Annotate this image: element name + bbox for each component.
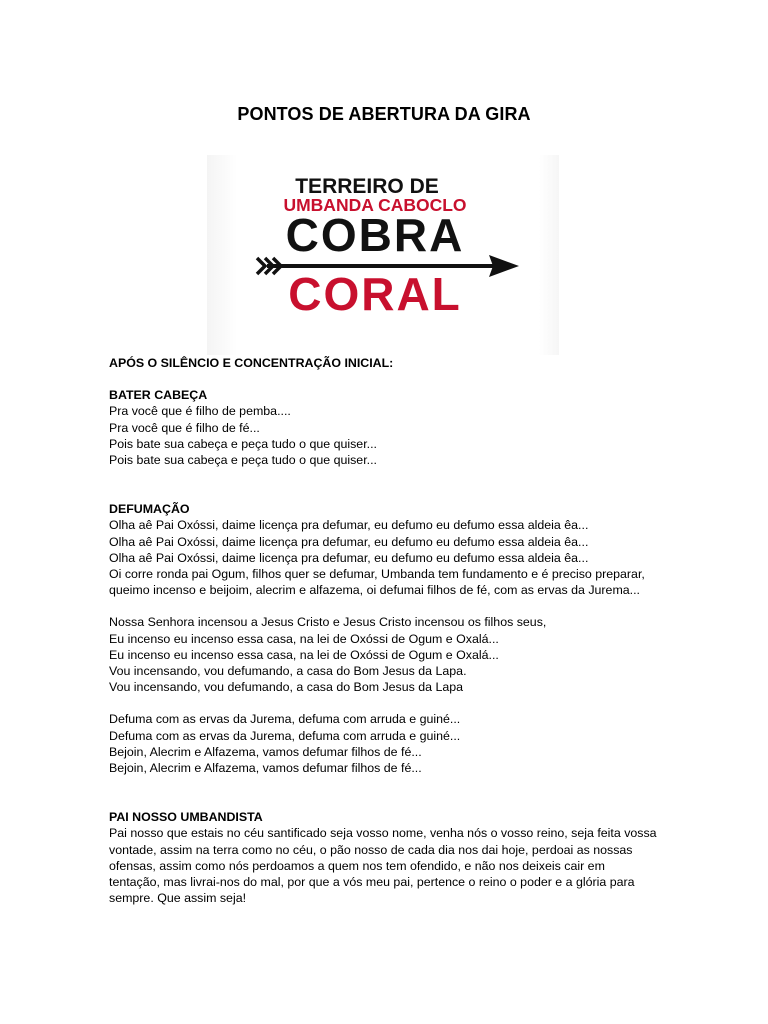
- defumacao-heading: DEFUMAÇÃO: [109, 502, 190, 517]
- logo-line-2: UMBANDA CABOCLO: [283, 195, 467, 215]
- verse-line: Pra você que é filho de fé...: [109, 420, 260, 435]
- verse-line: Vou incensando, vou defumando, a casa do Bom Jesus da Lapa: [109, 680, 464, 695]
- verse-line: Nossa Senhora incensou a Jesus Cristo e Jesus Cristo incensou os filhos seus,: [109, 615, 547, 630]
- verse-line: Defuma com as ervas da Jurema, defuma com arruda e guiné...: [109, 712, 461, 727]
- verse-line: Pois bate sua cabeça e peça tudo o que quiser...: [109, 436, 377, 451]
- verse-line: Vou incensando, vou defumando, a casa do Bom Jesus da Lapa.: [109, 664, 467, 679]
- bater-cabeca-heading: BATER CABEÇA: [109, 388, 208, 403]
- verse-paragraph: Oi corre ronda pai Ogum, filhos quer se defumar, Umbanda tem fundamento e é preciso preparar, queimo incenso e beijoim, alecrim e alfazema, oi defumai filhos de fé, com as ervas da Jurema...: [109, 567, 645, 598]
- logo-line-3: COBRA: [285, 209, 465, 261]
- verse-line: Bejoin, Alecrim e Alfazema, vamos defumar filhos de fé...: [109, 744, 422, 759]
- verse-line: Defuma com as ervas da Jurema, defuma com arruda e guiné...: [109, 728, 461, 743]
- verse-line: Olha aê Pai Oxóssi, daime licença pra defumar, eu defumo eu defumo essa aldeia êa...: [109, 534, 589, 549]
- page-title: PONTOS DE ABERTURA DA GIRA: [237, 104, 531, 124]
- verse-line: Bejoin, Alecrim e Alfazema, vamos defumar filhos de fé...: [109, 761, 422, 776]
- logo-line-4: CORAL: [288, 268, 462, 320]
- logo-line-1: TERREIRO DE: [295, 175, 439, 198]
- verse-line: Olha aê Pai Oxóssi, daime licença pra defumar, eu defumo eu defumo essa aldeia êa...: [109, 518, 589, 533]
- verse-line: Olha aê Pai Oxóssi, daime licença pra defumar, eu defumo eu defumo essa aldeia êa...: [109, 550, 589, 565]
- terreiro-logo: [207, 155, 559, 355]
- intro-heading: APÓS O SILÊNCIO E CONCENTRAÇÃO INICIAL:: [109, 356, 394, 370]
- verse-line: Pois bate sua cabeça e peça tudo o que quiser...: [109, 453, 377, 468]
- document-body: [109, 355, 669, 906]
- verse-line: Eu incenso eu incenso essa casa, na lei de Oxóssi de Ogum e Oxalá...: [109, 647, 499, 662]
- logo-graphic: [207, 155, 559, 355]
- verse-line: Pra você que é filho de pemba....: [109, 404, 291, 419]
- pai-nosso-text: Pai nosso que estais no céu santificado seja vosso nome, venha nós o vosso reino, seja feita vossa vontade, assim na terra como no céu, o pão nosso de cada dia nos dai hoje, perdoai as nossas ofensas, assim como nós perdoamos a quem nos tem ofendido, e não nos deixeis cair em tentação, mas livrai-nos do mal, por que a vós meu pai, pertence o reino o poder e a glória para sempre. Que assim seja!: [109, 826, 657, 906]
- verse-line: Eu incenso eu incenso essa casa, na lei de Oxóssi de Ogum e Oxalá...: [109, 631, 499, 646]
- pai-nosso-heading: PAI NOSSO UMBANDISTA: [109, 810, 263, 825]
